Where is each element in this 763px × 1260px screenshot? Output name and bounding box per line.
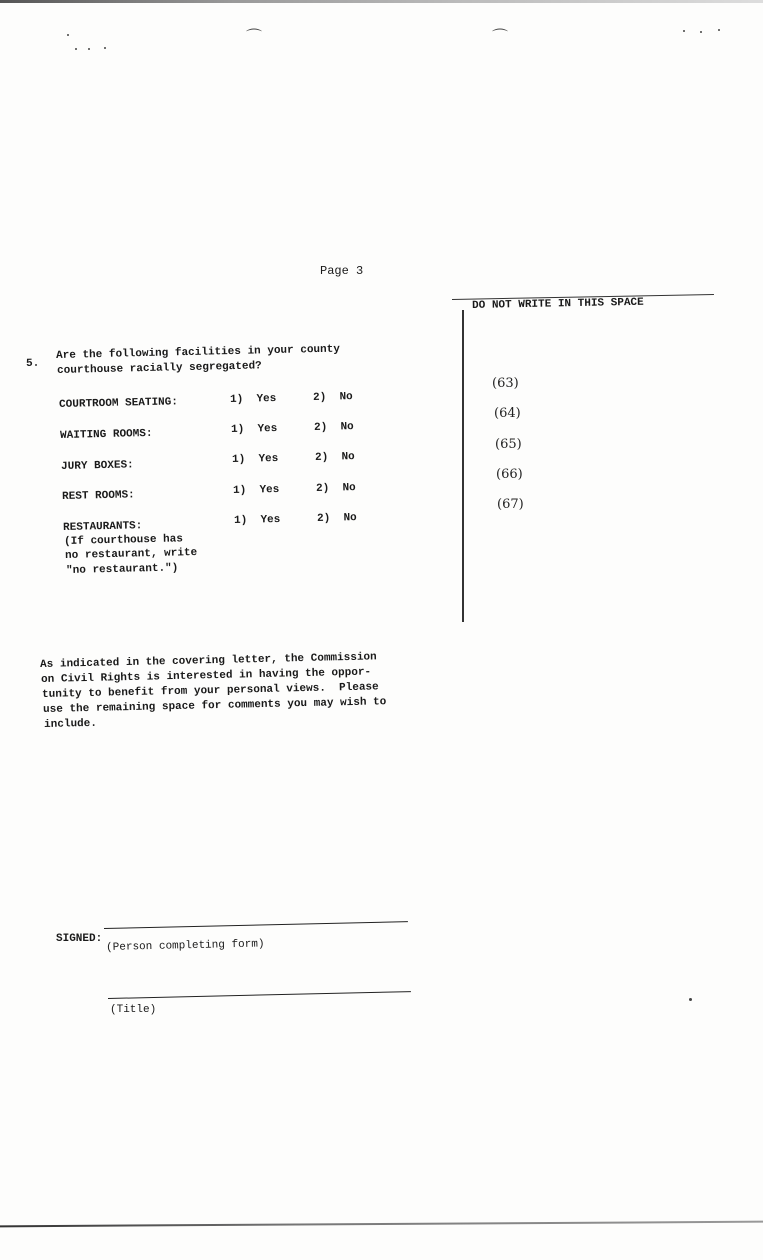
scan-mark: ⌒: [492, 27, 509, 46]
item-waiting-rooms-label: WAITING ROOMS:: [60, 427, 153, 442]
question-text-line2: courthouse racially segregated?: [57, 360, 262, 377]
item-rest-rooms-no: 2) No: [316, 482, 356, 495]
item-waiting-rooms-yes: 1) Yes: [231, 422, 278, 436]
question-number: 5.: [26, 357, 40, 370]
comments-line2: on Civil Rights is interested in having the oppor-: [41, 666, 372, 686]
scan-edge-bottom: [0, 1221, 763, 1228]
scan-speck: [67, 34, 69, 36]
code-65: (65): [495, 437, 522, 452]
item-rest-rooms-yes: 1) Yes: [233, 483, 280, 497]
comments-line1: As indicated in the covering letter, the Commission: [40, 651, 377, 671]
code-67: (67): [497, 497, 524, 512]
page-number: Page 3: [320, 264, 364, 278]
item-jury-boxes-yes: 1) Yes: [232, 452, 279, 466]
scan-speck: [104, 47, 106, 49]
margin-box-left-rule: [462, 310, 464, 622]
item-jury-boxes-label: JURY BOXES:: [61, 459, 134, 473]
scan-speck: [689, 998, 692, 1001]
code-64: (64): [494, 406, 521, 421]
title-line: [108, 991, 411, 999]
comments-line3: tunity to benefit from your personal views. Please: [42, 681, 379, 701]
comments-line5: include.: [44, 717, 98, 731]
question-text-line1: Are the following facilities in your county: [56, 343, 341, 362]
comments-line4: use the remaining space for comments you may wish to: [43, 696, 387, 716]
signed-label: SIGNED:: [56, 933, 103, 945]
scan-speck: [88, 48, 90, 50]
scan-speck: [683, 30, 685, 32]
restaurant-note-line2: no restaurant, write: [65, 547, 198, 562]
scan-edge-top: [0, 0, 763, 3]
scan-mark: ⌒: [246, 27, 263, 46]
margin-box-header: DO NOT WRITE IN THIS SPACE: [472, 296, 644, 312]
item-courtroom-seating-label: COURTROOM SEATING:: [59, 396, 179, 411]
item-restaurants-label: RESTAURANTS:: [63, 520, 143, 534]
title-caption: (Title): [110, 1004, 157, 1016]
code-63: (63): [492, 376, 519, 391]
item-jury-boxes-no: 2) No: [315, 451, 355, 464]
item-rest-rooms-label: REST ROOMS:: [62, 489, 135, 503]
restaurant-note-line1: (If courthouse has: [64, 533, 184, 548]
item-restaurants-no: 2) No: [317, 512, 357, 525]
item-courtroom-seating-no: 2) No: [313, 391, 353, 404]
item-restaurants-yes: 1) Yes: [234, 513, 281, 527]
scan-speck: [718, 29, 720, 31]
signature-line: [104, 921, 408, 929]
item-waiting-rooms-no: 2) No: [314, 421, 354, 434]
restaurant-note-line3: "no restaurant."): [66, 562, 179, 577]
scan-speck: [75, 48, 77, 50]
item-courtroom-seating-yes: 1) Yes: [230, 392, 277, 406]
code-66: (66): [496, 467, 523, 482]
person-completing-caption: (Person completing form): [106, 938, 265, 954]
scan-speck: [700, 31, 702, 33]
